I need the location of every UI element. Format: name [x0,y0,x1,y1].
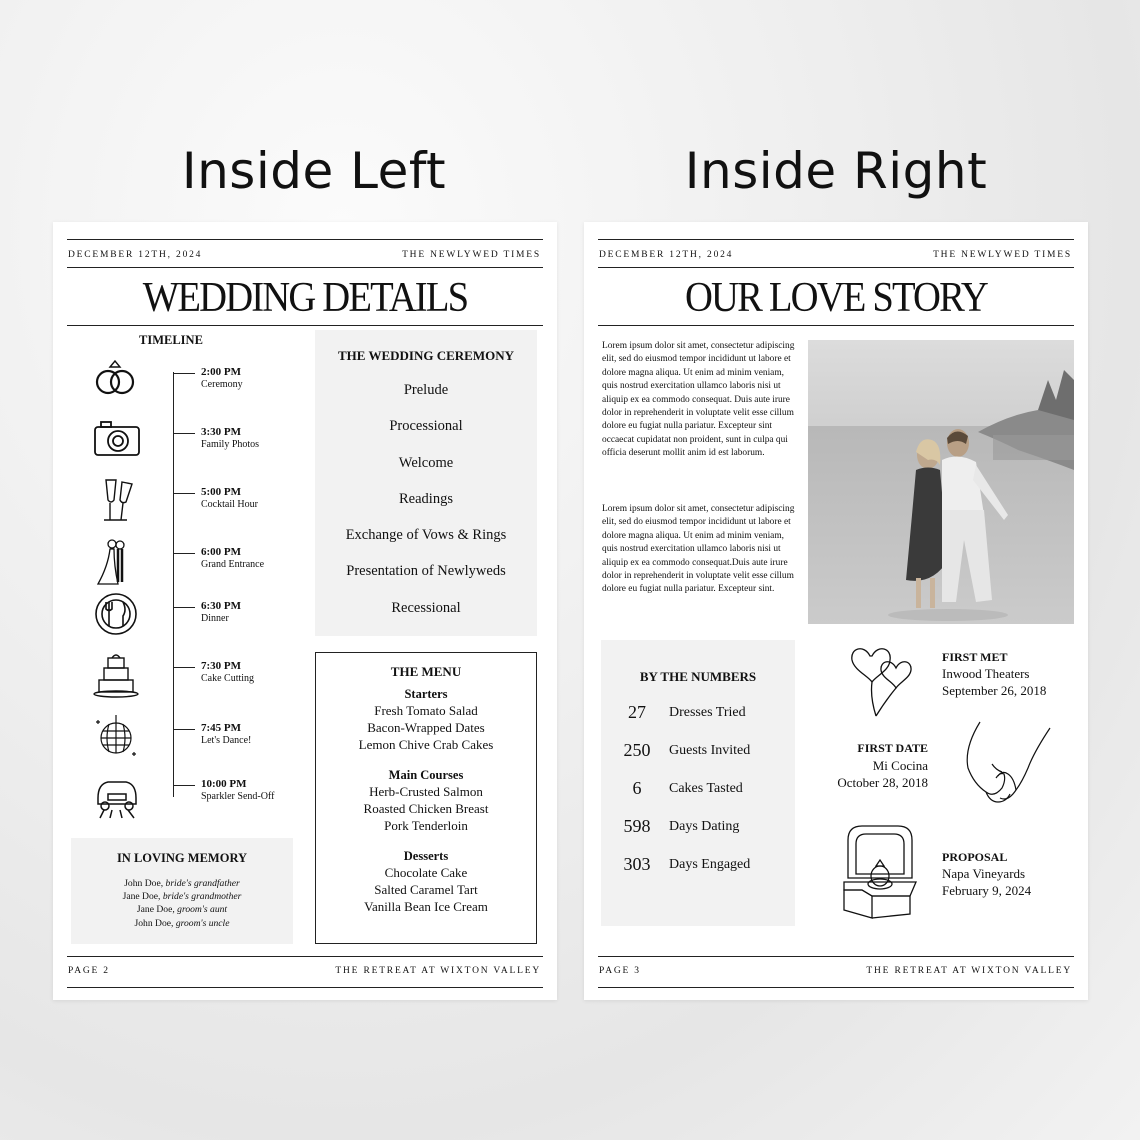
number-label: Guests Invited [669,743,751,758]
inside-left-page [53,222,557,1000]
menu-item: Salted Caramel Tart [374,882,478,897]
memory-entry [71,903,293,916]
menu-heading: THE MENU [390,664,462,679]
menu-item: Roasted Chicken Breast [363,801,489,816]
timeline-time: 7:45 PM [201,722,242,734]
numbers-heading: BY THE NUMBERS [639,669,757,684]
timeline-time: 3:30 PM [201,426,242,438]
timeline-time: 6:00 PM [201,546,242,558]
menu-item: Bacon-Wrapped Dates [367,720,485,735]
number-row [601,778,795,808]
first-date-place: Mi Cocina [872,758,928,773]
inside-right-label: Inside Right [684,142,988,200]
number-row [601,740,795,770]
page-title: WEDDING DETAILS [142,275,468,321]
couple-photo-image [808,340,1074,624]
timeline-line [173,372,174,797]
page-title: OUR LOVE STORY [684,275,987,321]
timeline-event: Dinner [201,613,229,624]
timeline-time: 6:30 PM [201,600,242,612]
ring-box-icon [838,820,922,922]
memory-relation: bride's grandfather [165,878,240,889]
timeline-tick [173,433,195,434]
ceremony-item: Processional [389,418,463,435]
page-number: PAGE 3 [599,966,641,976]
camera-icon [91,416,141,472]
menu-item: Vanilla Bean Ice Cream [364,899,488,914]
ceremony-heading: THE WEDDING CEREMONY [337,348,514,363]
menu-desserts [316,864,536,915]
menu-item: Chocolate Cake [384,865,468,880]
timeline-tick [173,493,195,494]
number-value: 303 [623,854,651,874]
couple-icon [91,536,141,592]
ceremony-list [315,372,537,626]
number-value: 27 [628,702,646,722]
number-value: 598 [623,816,651,836]
timeline-event: Sparkler Send-Off [201,791,275,802]
timeline-heading: TIMELINE [139,333,203,347]
timeline-tick [173,667,195,668]
timeline-time: 7:30 PM [201,660,242,672]
memory-relation: groom's aunt [177,904,228,916]
timeline-time: 2:00 PM [201,366,242,378]
memory-heading: IN LOVING MEMORY [116,851,248,865]
issue-date: DECEMBER 12TH, 2024 [68,250,203,260]
memory-name: Jane Doe, [136,904,178,916]
first-met-date: September 26, 2018 [942,683,1047,698]
timeline-event: Cocktail Hour [201,499,258,510]
timeline-event: Ceremony [201,379,243,390]
proposal-date: February 9, 2024 [942,883,1032,898]
first-date-date: October 28, 2018 [837,775,928,790]
timeline-tick [173,373,195,374]
venue-name: THE RETREAT AT WIXTON VALLEY [335,966,541,976]
memory-name: John Doe, [124,878,166,889]
menu-desserts-heading: Desserts [403,849,449,863]
rings-icon [91,356,141,412]
number-value: 6 [632,778,642,798]
menu-item: Fresh Tomato Salad [374,703,478,718]
memory-entry [71,917,293,930]
timeline-event: Let's Dance! [201,735,252,746]
ceremony-box [315,330,537,636]
timeline-tick [173,785,195,786]
number-label: Days Engaged [669,857,751,872]
inside-right-page [584,222,1088,1000]
timeline-time: 10:00 PM [201,778,247,790]
ceremony-item: Presentation of Newlyweds [346,563,506,580]
number-row [601,854,795,884]
champagne-icon [91,476,141,532]
menu-item: Herb-Crusted Salmon [369,784,483,799]
proposal-heading: PROPOSAL [942,850,1008,864]
memory-entry [71,877,293,890]
newspaper-name: THE NEWLYWED TIMES [402,250,541,260]
number-label: Cakes Tasted [669,781,743,796]
number-label: Dresses Tried [669,705,746,720]
cake-icon [91,650,141,706]
car-icon [91,768,141,824]
inside-left-label: Inside Left [181,142,447,200]
memory-entry [71,890,293,903]
menu-item: Lemon Chive Crab Cakes [358,737,494,752]
ceremony-item: Readings [399,490,453,507]
number-value: 250 [623,740,651,760]
timeline-tick [173,729,195,730]
numbers-box [601,640,795,926]
memory-relation: groom's uncle [175,917,230,929]
plate-icon [91,590,141,646]
holding-hands-icon [950,718,1054,810]
menu-starters-heading: Starters [404,687,448,701]
first-date-heading: FIRST DATE [857,741,928,755]
venue-name: THE RETREAT AT WIXTON VALLEY [866,966,1072,976]
proposal-place: Napa Vineyards [942,866,1026,881]
menu-item: Pork Tenderloin [384,818,468,833]
menu-box [315,652,537,944]
menu-starters [316,702,536,753]
timeline-event: Family Photos [201,439,260,450]
story-paragraph-1: Lorem ipsum dolor sit amet, consectetur adipiscing elit, sed do eiusmod tempor incididunt ut labore et dolore magna aliqua. Ut enim ad minim veniam, quis nostrud exercitation ullamco laboris nisi ut aliquip ex ea commodo consequat. Duis aute irure dolor in reprehenderit in voluptate velit esse cillum dolore eu fugiat nulla pariatur. Excepteur sint occaecat cupidatat non proident, sunt in culpa qui officia deserunt mollit anim id est laborum. [602,341,795,459]
couple-photo [808,340,1074,624]
issue-date: DECEMBER 12TH, 2024 [599,250,734,260]
menu-mains [316,783,536,834]
page-number: PAGE 2 [68,966,110,976]
memory-name: Jane Doe, [122,891,163,903]
memory-list [71,877,293,930]
memory-name: John Doe, [134,917,176,929]
number-label: Days Dating [669,819,740,834]
ceremony-item: Recessional [391,599,461,616]
ceremony-item: Prelude [403,382,449,398]
memory-box [71,838,293,944]
number-row [601,816,795,846]
ceremony-item: Exchange of Vows & Rings [345,527,507,544]
story-paragraph-2: Lorem ipsum dolor sit amet, consectetur adipiscing elit, sed do eiusmod tempor incididunt ut labore et dolore magna aliqua. Ut enim ad minim veniam, quis nostrud exercitation ullamco laboris nisi ut aliquip ex ea commodo consequat.Duis aute irure dolor in reprehenderit in voluptate velit esse cillum dolore eu fugiat nulla pariatur. Excepteur sint. [602,504,795,595]
number-row [601,702,795,732]
disco-ball-icon [91,712,141,768]
newspaper-name: THE NEWLYWED TIMES [933,250,1072,260]
timeline-event: Cake Cutting [201,673,255,684]
timeline-time: 5:00 PM [201,486,242,498]
menu-mains-heading: Main Courses [388,768,464,782]
memory-relation: bride's grandmother [162,891,242,903]
timeline-event: Grand Entrance [201,559,265,570]
heart-balloons-icon [846,642,926,718]
first-met-place: Inwood Theaters [942,666,1030,681]
timeline-tick [173,607,195,608]
timeline-tick [173,553,195,554]
ceremony-item: Welcome [398,454,454,471]
first-met-heading: FIRST MET [942,650,1008,664]
